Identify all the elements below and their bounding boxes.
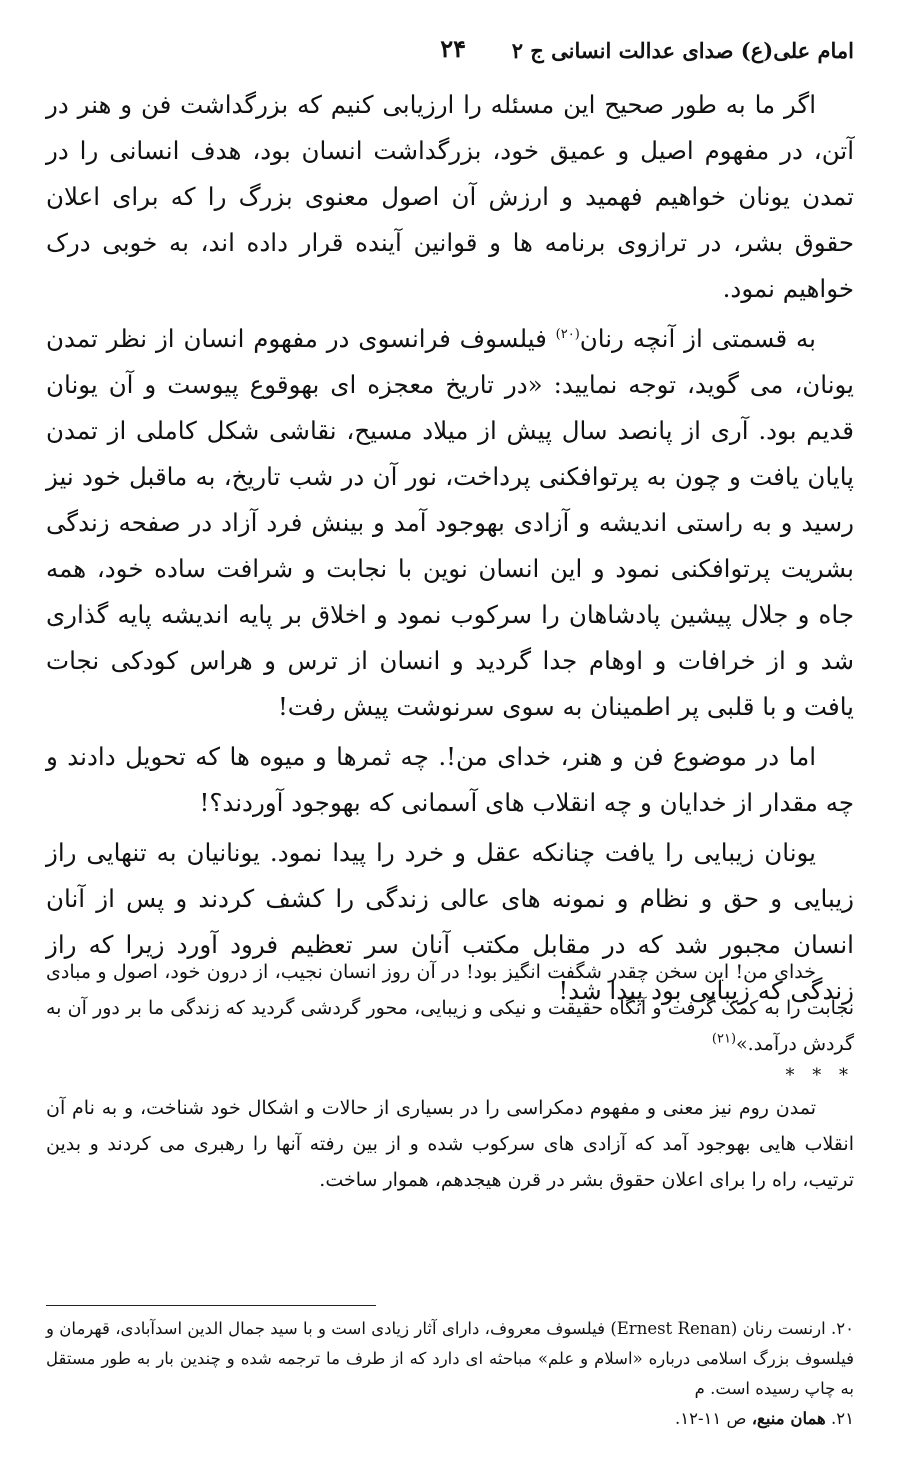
footnote-divider (46, 1305, 376, 1306)
running-title: امام علی(ع) صدای عدالت انسانی ج ۲ (511, 38, 854, 63)
footnotes (46, 1314, 854, 1434)
footnote-20: ۲۰. ارنست رنان (Ernest Renan) فیلسوف معروف، دارای آثار زیادی است و با سید جمال الدین اسدآبادی، قهرمان و فیلسوف بزرگ اسلامی درباره «اسلام و علم» مباحثه ای دارد که از طرف ما ترجمه شده و چندین بار به طور مستقل به چاپ رسیده است. م (46, 1319, 854, 1398)
footnote-ref-21[interactable]: (۲۱) (711, 1031, 737, 1047)
paragraph-2 (46, 316, 854, 730)
paragraph-2-rest: فیلسوف فرانسوی در مفهوم انسان از نظر تمدن یونان، می گوید، توجه نمایید: «در تاریخ معجزه ای بهوقوع پیوست و آن یونان قدیم بود. آری از پانصد سال پیش از میلاد مسیح، نقاشی شکل کاملی از تمدن پایان یافت و چون به پرتوافکنی پرداخت، نور آن در شب تاریخ، به ماقبل خود نیز رسید و به راستی اندیشه و آزادی بهوجود آمد و بینش فرد آزاد در صفحه زندگی بشریت پرتوافکنی نمود و این انسان نوین با نجابت و شرافت ساده خود، همه جاه و جلال پیشین پادشاهان را سرکوب نمود و اخلاق بر پایه اندیشه پایه گذاری شد و از خرافات و اوهام جدا گردید و انسان از ترس و هراس کودکی نجات یافت و با قلبی پر اطمینان به سوی سرنوشت پیش رفت! (46, 324, 854, 721)
footnote-21-source: همان منبع، (751, 1409, 826, 1428)
paragraph-3: اما در موضوع فن و هنر، خدای من!. چه ثمرها و میوه ها که تحویل دادند و چه مقدار از خدایان و چه انقلاب های آسمانی که بهوجود آوردند؟! (46, 742, 854, 817)
section-separator: * * * (785, 1065, 854, 1086)
paragraph-5 (46, 954, 854, 1062)
footnote-21 (46, 1404, 854, 1434)
paragraph-6: تمدن روم نیز معنی و مفهوم دمکراسی را در بسیاری از حالات و اشکال خود شناخت، و به نام آن انقلاب هایی بهوجود آمد که آزادی های سرکوب شده و از بین رفته آنها را رهبری می کردند و بدین ترتیب، راه را برای اعلان حقوق بشر در قرن هیجدهم، هموار ساخت. (46, 1097, 854, 1191)
footnote-21-pages: ص ۱۱-۱۲. (674, 1409, 747, 1428)
paragraph-5-text: خدای من! این سخن چقدر شگفت انگیز بود! در آن روز انسان نجیب، از درون خود، اصول و مبادی نجابت را به کمک گرفت و آنگاه حقیقت و نیکی و زیبایی، محور گردشی گردید که زندگی ما بر دور آن به گردش درآمد.» (46, 961, 854, 1055)
footnote-ref-20[interactable]: (۲۰) (555, 326, 580, 342)
page-number: ۲۴ (440, 34, 466, 63)
paragraph-2-start: به قسمتی از آنچه رنان (579, 324, 816, 353)
paragraph-1: اگر ما به طور صحیح این مسئله را ارزیابی کنیم که بزرگداشت فن و هنر در آتن، در مفهوم اصیل و عمیق خود، بزرگداشت انسان بود، هدف انسانی را در تمدن یونان خواهیم فهمید و ارزش آن اصول معنوی بزرگ را که برای اعلان حقوق بشر، در ترازوی برنامه ها و قوانین آینده قرار داده اند، به خوبی درک خواهیم نمود. (46, 90, 854, 303)
page-header (46, 30, 854, 70)
paragraph-4: یونان زیبایی را یافت چنانکه عقل و خرد را پیدا نمود. یونانیان به تنهایی راز زیبایی و حق و نظام و نمونه های عالی زندگی را کشف کردند و پس از آنان انسان مجبور شد که در مقابل مکتب آنان سر تعظیم فرود آورد زیرا که راز زندگی که زیبایی بود پیدا شد! (46, 838, 854, 1005)
main-text (46, 82, 854, 1018)
footnote-21-number: ۲۱. (831, 1409, 854, 1428)
secondary-text (46, 954, 854, 1198)
